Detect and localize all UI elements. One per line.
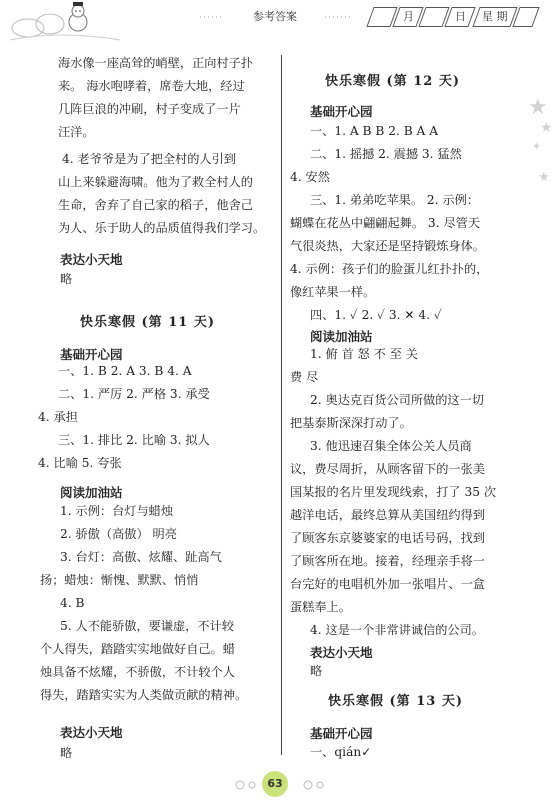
basic-section-answers: [38, 360, 283, 475]
star-icon: ★: [528, 95, 548, 120]
text-line: 越洋电话，最终总算从美国纽约得到: [290, 508, 485, 522]
text-line: 像红苹果一样。: [290, 285, 376, 299]
basic-section-title: 基础开心园: [60, 347, 123, 362]
text-line: 一、1. A B B 2. B A A: [310, 124, 439, 138]
text-line: 2. 奥达克百货公司所做的这一切: [310, 393, 484, 407]
text-line: 蛋糕奉上。: [290, 600, 351, 614]
header-title: 参考答案: [253, 10, 297, 23]
text-line: 了顾客东京婆婆家的电话号码，找到: [290, 531, 485, 545]
header-dots: [200, 14, 350, 20]
text-line: 5. 人不能骄傲，要谦虚，不计较: [60, 619, 234, 633]
text-line: 4. 这是一个非常讲诚信的公司。: [310, 623, 484, 637]
express-section-title-day12: 表达小天地: [310, 645, 373, 660]
text-line: 山上来躲避海啸。他为了救全村人的: [58, 175, 253, 189]
text-line: 4. 示例：孩子们的脸蛋儿红扑扑的，: [290, 262, 489, 276]
text-line: 2. 骄傲（高傲） 明亮: [60, 527, 177, 541]
text-line: 议，费尽周折，从顾客留下的一张美: [290, 462, 485, 476]
text-line: 海水像一座高耸的峭壁，正向村子扑: [58, 56, 253, 70]
text-line: 二、1. 摇撼 2. 震撼 3. 猛然: [310, 147, 462, 161]
day13-first-answer: 一、qián✓: [310, 745, 372, 759]
text-line: 扬；蜡烛：惭愧、默默、悄悄: [40, 573, 199, 587]
text-line: 4. 承担: [38, 410, 78, 424]
text-line: 一、1. B 2. A 3. B 4. A: [58, 364, 192, 378]
reading-section-answers-day12: [290, 343, 528, 642]
day12-title: 快乐寒假 (第 12 天): [325, 74, 460, 89]
page-header: [0, 0, 554, 44]
text-line: 烛具备不炫耀，不骄傲，不计较个人: [40, 665, 235, 679]
date-day-box: [444, 7, 475, 27]
text-line: 二、1. 严厉 2. 严格 3. 承受: [58, 387, 210, 401]
text-line: 四、1. ✓ 2. ✓ 3. ✕ 4. ✓: [310, 308, 442, 322]
text-line: 3. 台灯：高傲、炫耀、趾高气: [60, 550, 222, 564]
express-section-title-2: 表达小天地: [60, 725, 123, 740]
express-section-title: 表达小天地: [60, 252, 123, 267]
text-line: 三、1. 排比 2. 比喻 3. 拟人: [58, 433, 210, 447]
reading-section-title-day12: 阅读加油站: [310, 329, 373, 344]
text-line: 个人得失，踏踏实实地做好自己。蜡: [40, 642, 235, 656]
date-month-label: 月: [402, 10, 414, 23]
text-line: 为人、乐于助人的品质值得我们学习。: [58, 221, 266, 235]
text-line: 1. 示例：台灯与蜡烛: [60, 504, 174, 518]
question-4-answer: [58, 148, 283, 240]
date-day-label: 日: [454, 10, 466, 23]
basic-section-title-day12: 基础开心园: [310, 104, 373, 119]
intro-paragraph: [58, 52, 278, 144]
star-icon: ★: [540, 120, 553, 136]
express-section-body-2: 略: [60, 746, 73, 760]
text-line: 气很炎热，大家还是坚持锻炼身体。: [290, 239, 485, 253]
text-line: 生命，舍弃了自己家的稻子，他舍己: [58, 198, 253, 212]
text-line: 4. 老爷爷是为了把全村的人引到: [62, 152, 236, 166]
basic-section-answers-day12: [290, 120, 528, 327]
day11-title: 快乐寒假 (第 11 天): [80, 315, 215, 330]
date-week-label: 星 期: [482, 10, 508, 23]
basic-section-title-day13: 基础开心园: [310, 726, 373, 741]
reading-section-answers: [40, 500, 285, 707]
text-line: 4. B: [60, 596, 85, 610]
text-line: 1. 俯 首 怒 不 至 关: [310, 347, 418, 361]
text-line: 3. 他迅速召集全体公关人员商: [310, 439, 472, 453]
text-line: 蝴蝶在花丛中翩翩起舞。 3. 尽管天: [290, 216, 481, 230]
cloud-snowman-decoration: [0, 0, 130, 44]
text-line: 费 尽: [290, 370, 319, 384]
star-icon: ✦: [532, 140, 542, 153]
star-icon: ★: [538, 170, 550, 185]
text-line: 台完好的电唱机外加一张唱片、一盒: [290, 577, 485, 591]
text-line: 4. 安然: [290, 170, 330, 184]
text-line: 得失，踏踏实实为人类做贡献的精神。: [40, 688, 248, 702]
text-line: 把基泰斯深深打动了。: [290, 416, 412, 430]
text-line: 三、1. 弟弟吃苹果。 2. 示例：: [310, 193, 479, 207]
text-line: 4. 比喻 5. 夸张: [38, 456, 122, 470]
text-line: 汪洋。: [58, 125, 95, 139]
text-line: 国某报的名片里发现线索，打了 35 次: [290, 485, 497, 499]
text-line: 几阵巨浪的冲刷，村子变成了一片: [58, 102, 241, 116]
text-line: 了顾客所在地。接着，经理亲手将一: [290, 554, 485, 568]
express-section-body-day12: 略: [310, 664, 323, 678]
express-section-body: 略: [60, 272, 73, 286]
reading-section-title: 阅读加油站: [60, 485, 123, 500]
date-week-box: [472, 7, 517, 27]
page-number: 63: [262, 771, 288, 797]
day13-title: 快乐寒假 (第 13 天): [328, 694, 463, 709]
text-line: 来。 海水咆哮着，席卷大地，经过: [58, 79, 245, 93]
